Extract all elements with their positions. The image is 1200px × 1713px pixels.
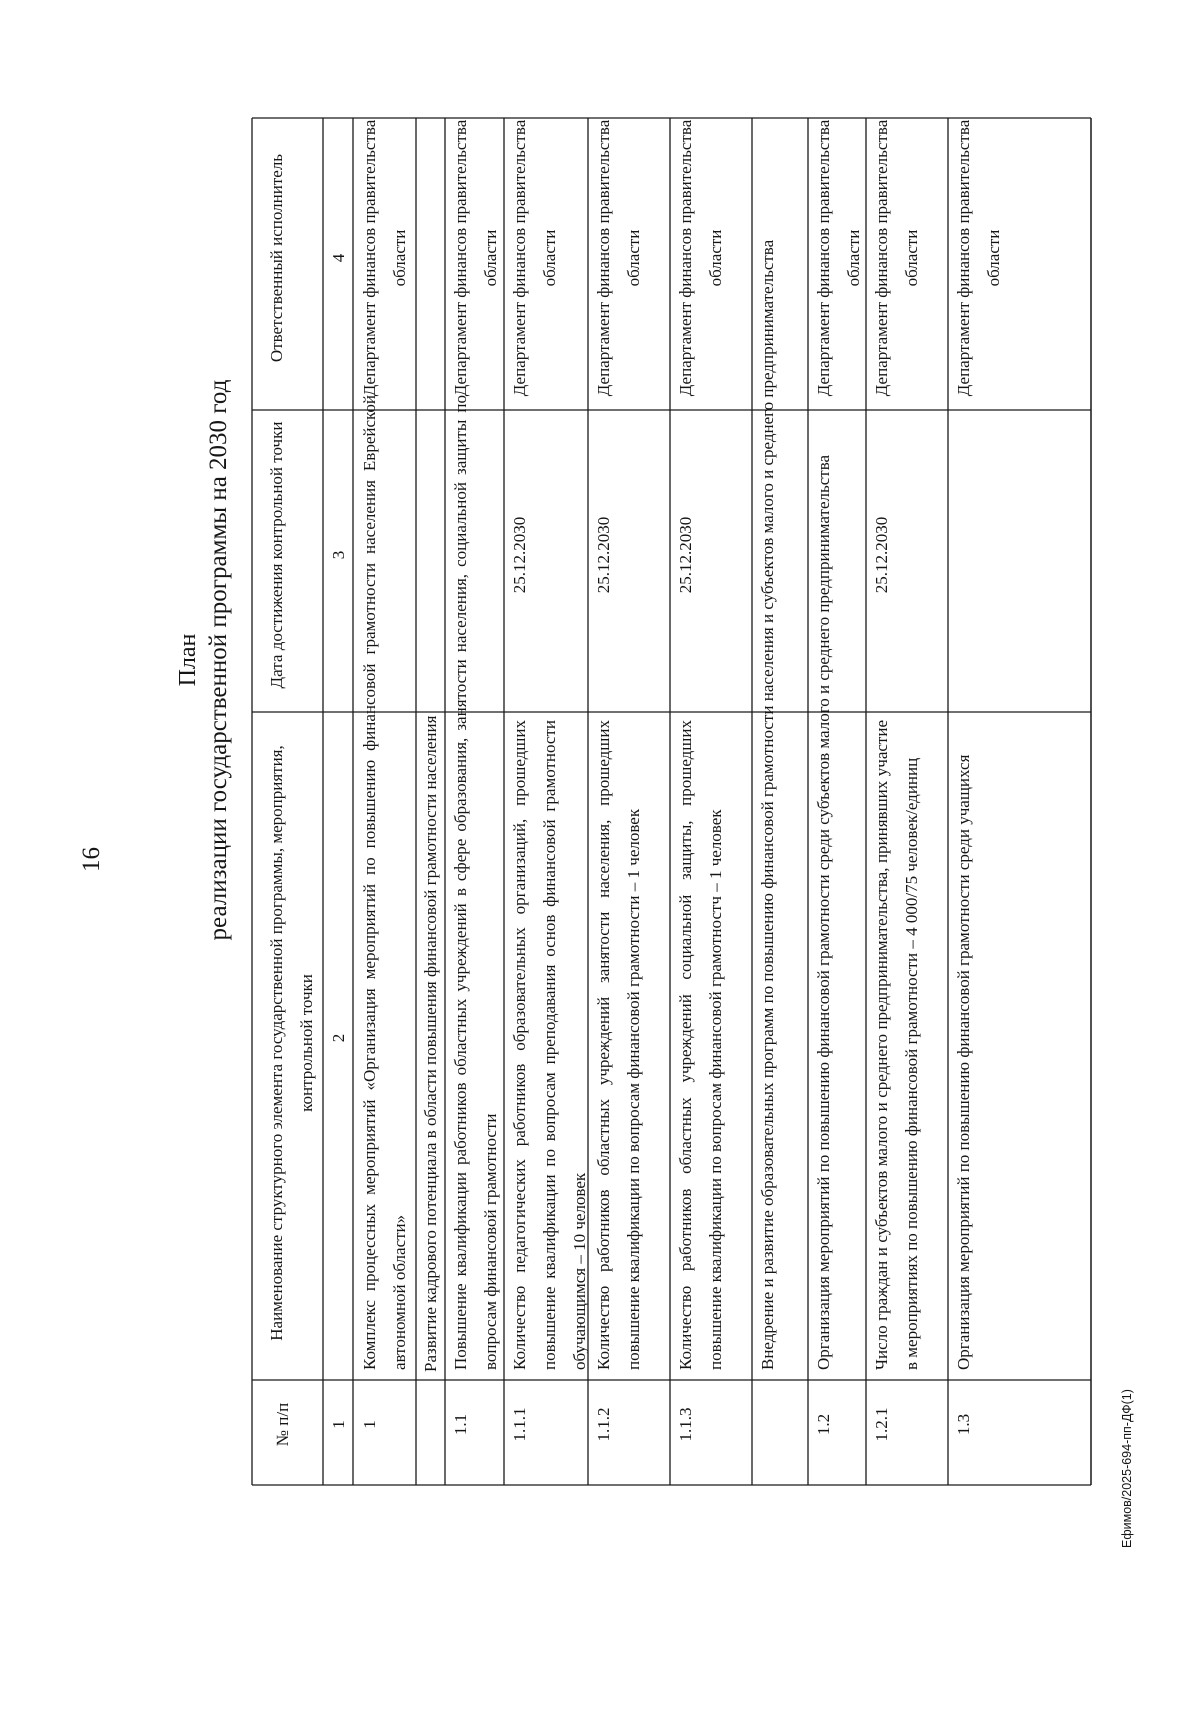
col-number-1: 1 <box>329 1420 348 1429</box>
table-row-num: 1.1.2 <box>594 1407 613 1442</box>
table-row-resp: Департамент финансов правительства области <box>954 119 1003 397</box>
table-row-date: 25.12.2030 <box>594 516 613 594</box>
table-row-num: 1.2 <box>814 1413 833 1436</box>
header-date: Дата достижения контрольной точки <box>267 421 286 689</box>
table-row-num: 1.3 <box>954 1413 973 1436</box>
table-row-name: Количество педагогических работников образовательных организаций, прошедших повышение квалификации по вопросам преподавания основ финансовой грамотности обучающимся – 10 человек <box>510 720 589 1370</box>
header-resp: Ответственный исполнитель <box>267 153 286 363</box>
col-number-2: 2 <box>329 1033 348 1043</box>
document-footer-code: Ефимов/2025-694-пп-ДФ(1) <box>1120 1389 1134 1548</box>
table-row-name: Количество работников областных учреждений социальной защиты, прошедших повышение квалификации по вопросам финансовой грамотностч – 1 человек <box>676 720 725 1370</box>
document-subtitle: реализации государственной программы на 2030 год <box>205 379 232 941</box>
table-row-resp: Департамент финансов правительства области <box>594 119 643 397</box>
section-header: Внедрение и развитие образовательных программ по повышению финансовой грамотности населения и субъектов малого и среднего предпринимательства <box>758 239 777 1370</box>
table-row-name: Количество работников областных учреждений занятости населения, прошедших повышение квалификации по вопросам финансовой грамотности – 1 человек <box>594 720 643 1370</box>
table-row-num: 1.1.3 <box>676 1407 695 1442</box>
table-row-name: Комплекс процессных мероприятий «Организация мероприятий по повышению финансовой грамотности населения Еврейской автономной области» <box>360 395 409 1370</box>
document-title: План <box>175 633 201 687</box>
table-row-name: Организация мероприятий по повышению финансовой грамотности среди субъектов малого и среднего предпринимательства <box>814 454 833 1370</box>
table-row-name: Повышение квалификации работников областных учреждений в сфере образования, занятости населения, социальной защиты по вопросам финансовой грамотности <box>451 395 500 1370</box>
table-row-resp: Департамент финансов правительства области <box>676 119 725 397</box>
table-row-resp: Департамент финансов правительства области <box>872 119 921 397</box>
table-row-date: 25.12.2030 <box>510 516 529 594</box>
section-header: Развитие кадрового потенциала в области повышения финансовой грамотности населения <box>421 715 440 1372</box>
table-row-name: Число граждан и субъектов малого и среднего предпринимательства, принявших участие в мероприятиях по повышению финансовой грамотности – 4 000/75 человек/единиц <box>872 720 921 1370</box>
table-row-resp: Департамент финансов правительства области <box>360 119 409 397</box>
page-number: 16 <box>78 847 105 872</box>
table-row-num: 1 <box>360 1420 379 1429</box>
table-row-num: 1.2.1 <box>872 1407 891 1442</box>
table-row-num: 1.1.1 <box>510 1407 529 1442</box>
col-number-3: 3 <box>329 550 348 560</box>
table-row-resp: Департамент финансов правительства области <box>451 119 500 397</box>
header-name: Наименование структурного элемента государственной программы, мероприятия, контрольной точки <box>267 745 316 1341</box>
col-number-4: 4 <box>329 253 348 263</box>
table-row-num: 1.1 <box>451 1413 470 1436</box>
table-row-date: 25.12.2030 <box>676 516 695 594</box>
table-row-date: 25.12.2030 <box>872 516 891 594</box>
table-row-resp: Департамент финансов правительства области <box>510 119 559 397</box>
table-row-name: Организация мероприятий по повышению финансовой грамотности среди учащихся <box>954 754 973 1370</box>
header-num: № п/п <box>273 1402 292 1447</box>
table-row-resp: Департамент финансов правительства области <box>814 119 863 397</box>
